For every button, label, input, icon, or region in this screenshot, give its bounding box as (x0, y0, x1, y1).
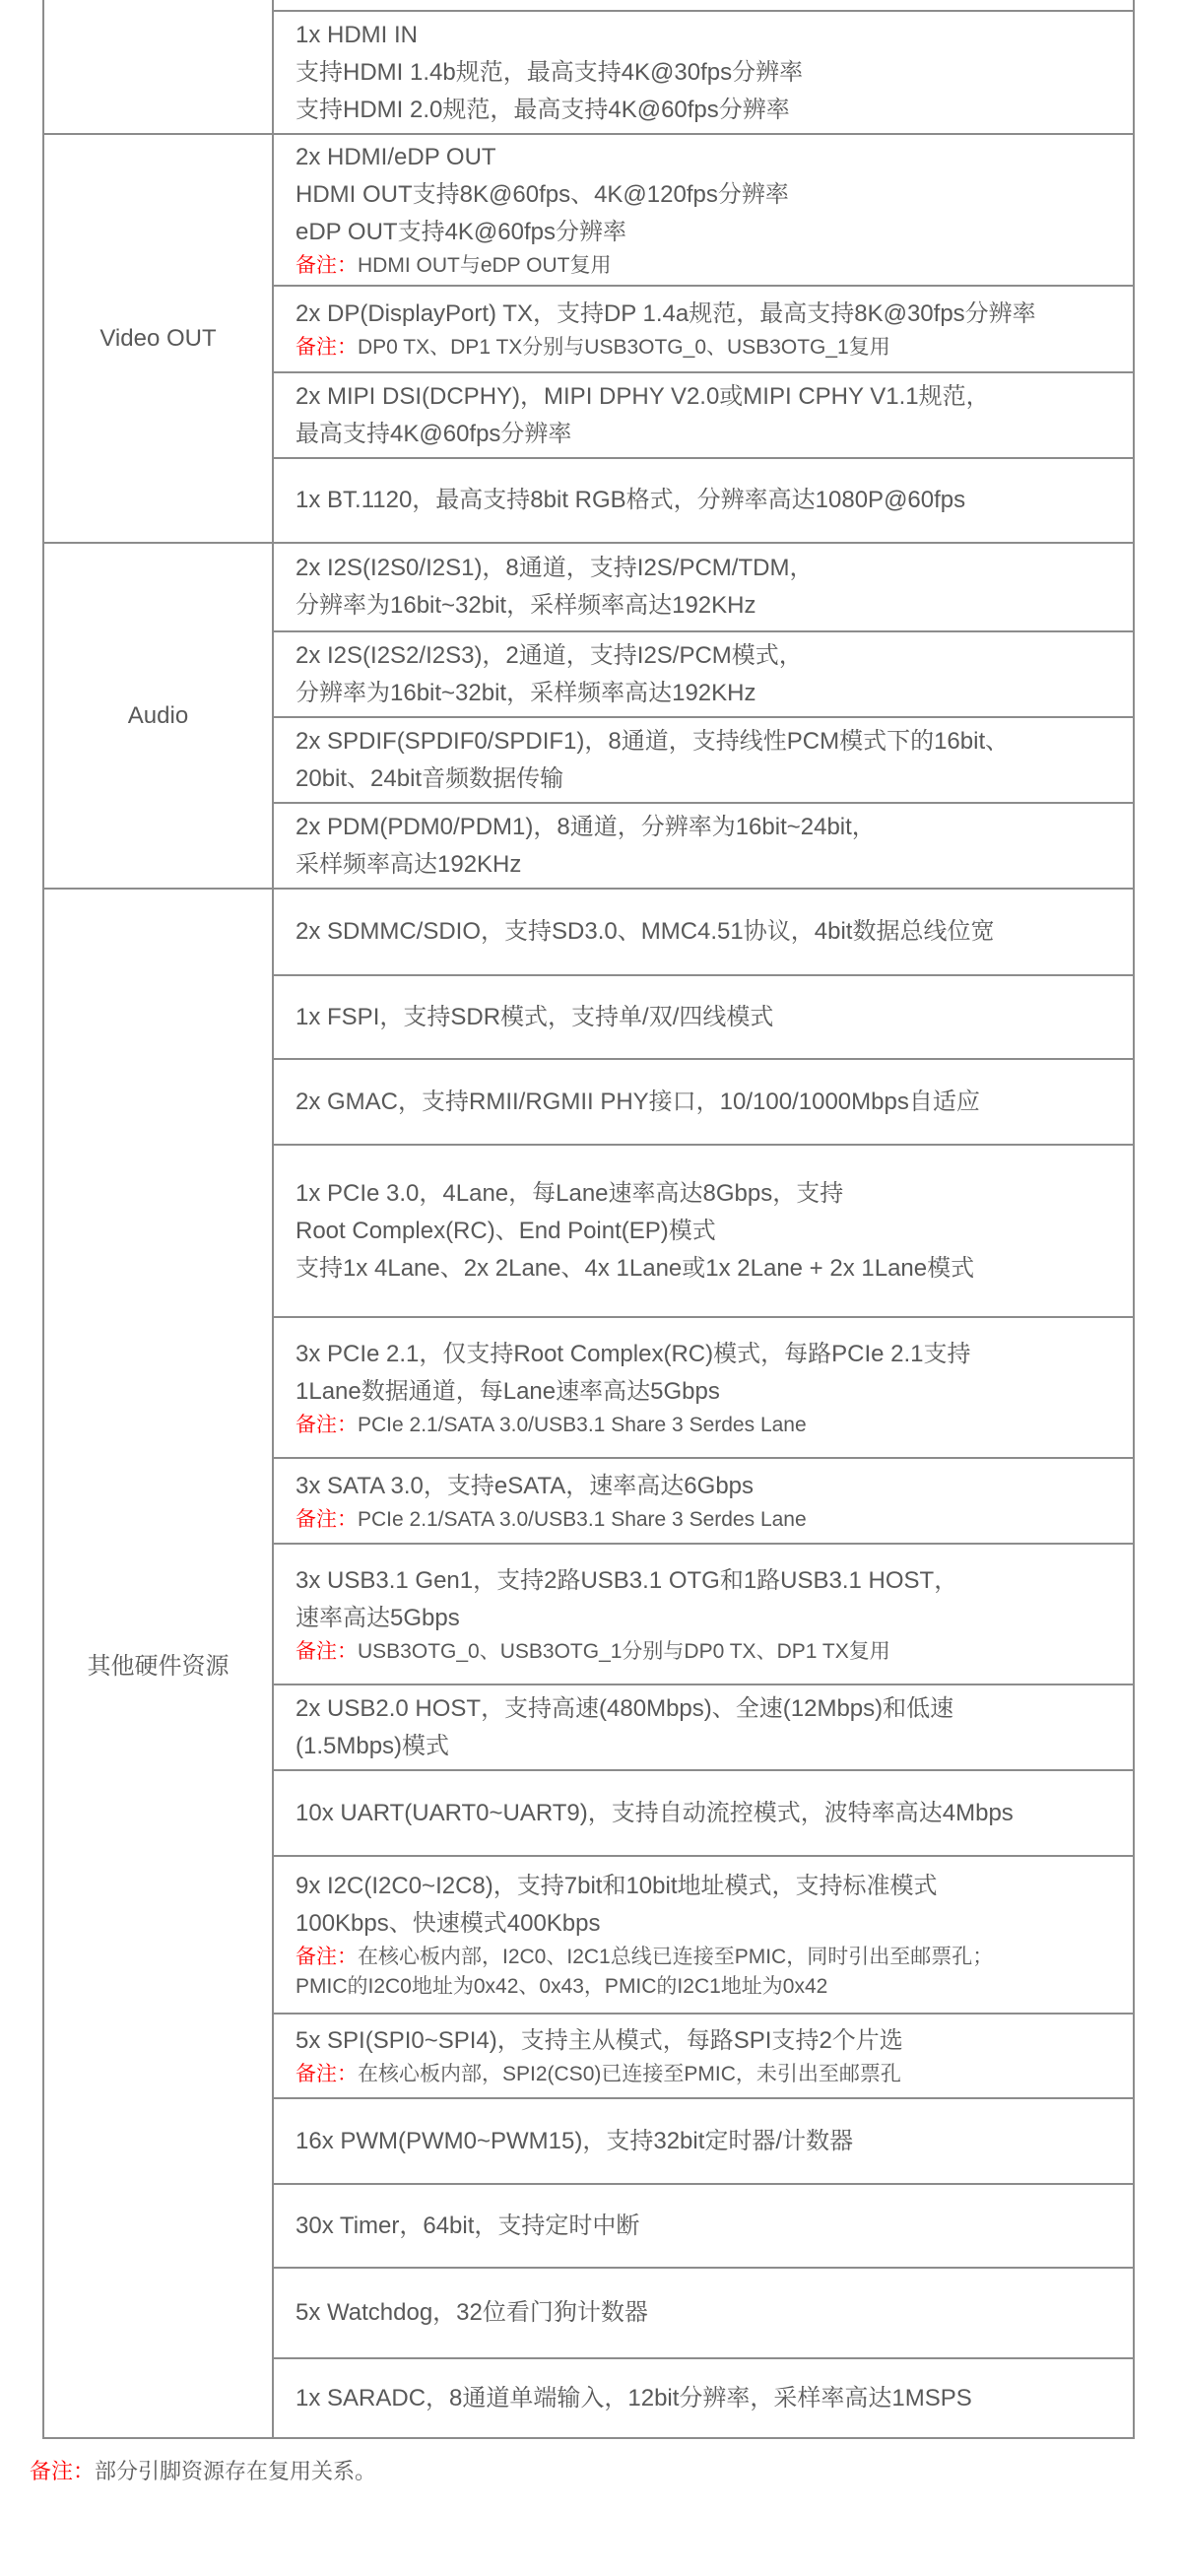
spec-line: 分辨率为16bit~32bit，采样频率高达192KHz (296, 679, 756, 706)
spec-line: 2x SDMMC/SDIO，支持SD3.0、MMC4.51协议，4bit数据总线位宽 (296, 918, 995, 945)
spec-row (274, 1543, 1133, 1684)
spec-line: 2x I2S(I2S2/I2S3)，2通道，支持I2S/PCM模式， (296, 641, 803, 669)
spec-line: 2x SPDIF(SPDIF0/SPDIF1)，8通道，支持线性PCM模式下的16bit、 (296, 727, 1010, 755)
spec-row (274, 1769, 1133, 1855)
note-line: 备注：PCIe 2.1/SATA 3.0/USB3.1 Share 3 Serdes Lane (296, 1413, 807, 1436)
note-line: 备注：在核心板内部，SPI2(CS0)已连接至PMIC，未引出至邮票孔 (296, 2063, 901, 2085)
spec-line: HDMI OUT支持8K@60fps、4K@120fps分辨率 (296, 181, 789, 208)
spec-line: (1.5Mbps)模式 (296, 1732, 450, 1759)
note-label: 备注： (296, 1946, 358, 1968)
spec-row (274, 371, 1133, 457)
spec-row (274, 1684, 1133, 1769)
table-section (44, 0, 1133, 133)
spec-line: eDP OUT支持4K@60fps分辨率 (296, 219, 627, 245)
spec-row (274, 890, 1133, 974)
spec-line: 采样频率高达192KHz (296, 850, 522, 878)
note-line: 备注：PCIe 2.1/SATA 3.0/USB3.1 Share 3 Serdes Lane (296, 1507, 807, 1531)
note-line: 备注：USB3OTG_0、USB3OTG_1分别与DP0 TX、DP1 TX复用 (296, 1639, 890, 1663)
section-rows (274, 890, 1133, 2437)
note-label: 备注： (296, 1639, 358, 1663)
note-line: 备注：DP0 TX、DP1 TX分别与USB3OTG_0、USB3OTG_1复用 (296, 336, 890, 359)
spec-line: 速率高达5Gbps (296, 1604, 460, 1631)
spec-row (274, 630, 1133, 716)
spec-row (274, 2013, 1133, 2097)
table-section (44, 888, 1133, 2437)
spec-line: 2x MIPI DSI(DCPHY)，MIPI DPHY V2.0或MIPI CPHY V1.1规范， (296, 382, 990, 410)
spec-line: 1Lane数据通道，每Lane速率高达5Gbps (296, 1377, 720, 1405)
spec-row (274, 285, 1133, 371)
spec-line: 分辨率为16bit~32bit，采样频率高达192KHz (296, 592, 756, 619)
footer-note-text: 部分引脚资源存在复用关系。 (95, 2459, 377, 2483)
spec-line: 2x DP(DisplayPort) TX，支持DP 1.4a规范，最高支持8K@30fps分辨率 (296, 300, 1036, 327)
section-rows (274, 135, 1133, 542)
spec-line: 支持HDMI 1.4b规范，最高支持4K@30fps分辨率 (296, 58, 804, 86)
spec-row (274, 2183, 1133, 2267)
spec-row (274, 1457, 1133, 1543)
spec-line: 2x HDMI/eDP OUT (296, 144, 496, 170)
spec-line: 1x FSPI，支持SDR模式，支持单/双/四线模式 (296, 1003, 774, 1030)
category-cell: 其他硬件资源 (44, 890, 274, 2437)
spec-row (274, 10, 1133, 133)
spec-line: 1x SARADC，8通道单端输入，12bit分辨率，采样率高达1MSPS (296, 2384, 972, 2411)
spec-row (274, 2097, 1133, 2183)
spec-line: 5x SPI(SPI0~SPI4)，支持主从模式，每路SPI支持2个片选 (296, 2027, 903, 2054)
spec-line: 2x GMAC，支持RMII/RGMII PHY接口，10/100/1000Mbps自适应 (296, 1088, 980, 1115)
spec-row (274, 135, 1133, 285)
spec-row (274, 802, 1133, 888)
note-line: PMIC的I2C0地址为0x42、0x43，PMIC的I2C1地址为0x42 (296, 1975, 828, 1998)
section-rows (274, 544, 1133, 888)
spec-line: 最高支持4K@60fps分辨率 (296, 420, 572, 447)
spec-line: 20bit、24bit音频数据传输 (296, 764, 564, 792)
spec-line: 2x USB2.0 HOST，支持高速(480Mbps)、全速(12Mbps)和低速 (296, 1694, 954, 1722)
spec-row (274, 2267, 1133, 2357)
spec-line: 3x PCIe 2.1，仅支持Root Complex(RC)模式，每路PCIe 2.1支持 (296, 1340, 971, 1367)
spec-row (274, 1144, 1133, 1316)
table-section (44, 133, 1133, 542)
spec-line: 1x BT.1120，最高支持8bit RGB格式，分辨率高达1080P@60fps (296, 487, 966, 513)
spec-line: 10x UART(UART0~UART9)，支持自动流控模式，波特率高达4Mbps (296, 1799, 1014, 1826)
spec-line: 9x I2C(I2C0~I2C8)，支持7bit和10bit地址模式，支持标准模式 (296, 1873, 938, 1899)
spec-row (274, 1855, 1133, 2013)
spec-row (274, 457, 1133, 542)
spec-line: 16x PWM(PWM0~PWM15)，支持32bit定时器/计数器 (296, 2127, 854, 2154)
spec-line: 2x I2S(I2S0/I2S1)，8通道，支持I2S/PCM/TDM， (296, 555, 814, 581)
spec-line: 2x PDM(PDM0/PDM1)，8通道，分辨率为16bit~24bit， (296, 813, 876, 840)
spec-row (274, 716, 1133, 802)
spec-line: Root Complex(RC)、End Point(EP)模式 (296, 1217, 716, 1244)
category-cell: Audio (44, 544, 274, 888)
note-label: 备注： (296, 336, 358, 359)
footer-note (30, 2455, 376, 2488)
note-label: 备注： (296, 2063, 358, 2085)
note-line: 备注：在核心板内部，I2C0、I2C1总线已连接至PMIC，同时引出至邮票孔； (296, 1946, 994, 1968)
footer-note-label: 备注： (30, 2459, 96, 2483)
category-cell: Video OUT (44, 135, 274, 542)
table-section (44, 542, 1133, 888)
spec-row (274, 974, 1133, 1058)
note-label: 备注： (296, 254, 358, 277)
spec-table (42, 0, 1135, 2439)
spec-line: 1x HDMI IN (296, 21, 419, 48)
spec-row (274, 2357, 1133, 2437)
spec-line: 1x PCIe 3.0，4Lane，每Lane速率高达8Gbps，支持 (296, 1179, 844, 1207)
note-label: 备注： (296, 1413, 358, 1436)
spec-row (274, 1316, 1133, 1457)
spec-line: 3x USB3.1 Gen1，支持2路USB3.1 OTG和1路USB3.1 HOST， (296, 1566, 958, 1594)
spec-line: 100Kbps、快速模式400Kbps (296, 1910, 601, 1937)
spec-row (274, 1058, 1133, 1144)
spec-row (274, 0, 1133, 10)
spec-line: 5x Watchdog，32位看门狗计数器 (296, 2299, 648, 2326)
spec-line: 30x Timer，64bit，支持定时中断 (296, 2212, 640, 2239)
spec-line: 3x SATA 3.0，支持eSATA，速率高达6Gbps (296, 1472, 755, 1499)
spec-row (274, 544, 1133, 630)
section-rows (274, 0, 1133, 133)
note-line: 备注：HDMI OUT与eDP OUT复用 (296, 254, 612, 277)
category-cell (44, 0, 274, 133)
note-label: 备注： (296, 1507, 358, 1531)
spec-line: 支持HDMI 2.0规范，最高支持4K@60fps分辨率 (296, 96, 790, 123)
spec-line: 支持1x 4Lane、2x 2Lane、4x 1Lane或1x 2Lane + 2x 1Lane模式 (296, 1254, 975, 1282)
